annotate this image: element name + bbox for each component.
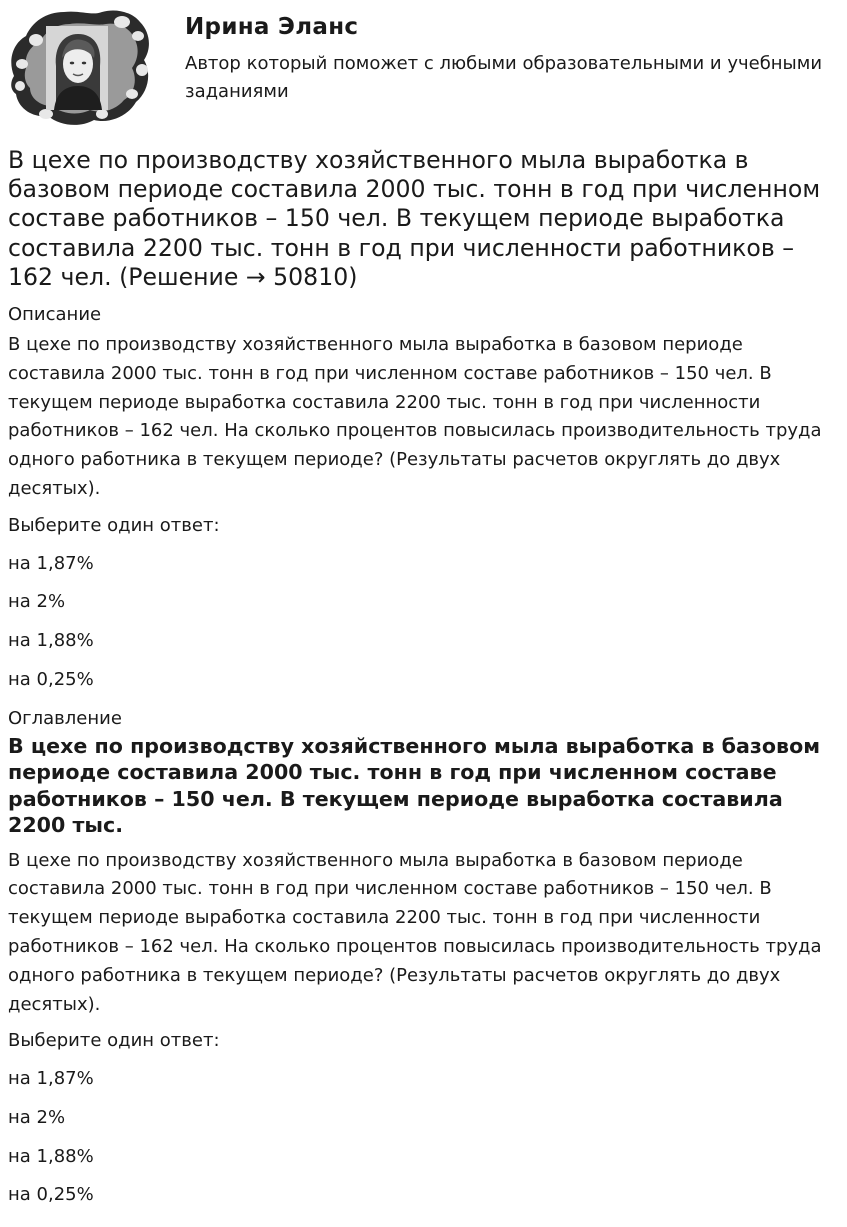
author-avatar[interactable] [6, 6, 152, 128]
toc-answer-option: на 1,87% [8, 1068, 94, 1090]
toc-answer-prompt: Выберите один ответ: [8, 1030, 220, 1052]
page-title: В цехе по производству хозяйственного мыла выработка в базовом периоде составила 2000 тыс. тонн в год при численном составе работников – 150 чел. В текущем периоде выработка составила 2200 тыс. тонн в год при численности работников – 162 чел. (Решение → 50810) [8, 146, 821, 291]
toc-title: В цехе по производству хозяйственного мыла выработка в базовом периоде составила 2000 тыс. тонн в год при численном составе работников – 150 чел. В текущем периоде выработка составила 2200 тыс. [8, 733, 821, 838]
answer-option: на 1,88% [8, 630, 94, 652]
toc-answer-option: на 0,25% [8, 1184, 94, 1206]
answer-option: на 2% [8, 591, 66, 613]
author-block [0, 0, 847, 135]
toc-answer-list [8, 1066, 842, 1208]
author-description: Автор который поможет с любыми образовательными и учебными заданиями [185, 53, 823, 102]
toc-answer-option: на 2% [8, 1107, 66, 1129]
toc-section [8, 706, 842, 1209]
description-text: В цехе по производству хозяйственного мыла выработка в базовом периоде составила 2000 тыс. тонн в год при численном составе работников – 150 чел. В текущем периоде выработка составила 2200 тыс. тонн в год при численности работников – 162 чел. На сколько процентов повысилась производительность труда одного работника в текущем периоде? (Результаты расчетов округлять до двух десятых). [8, 334, 822, 499]
toc-text: В цехе по производству хозяйственного мыла выработка в базовом периоде составила 2000 тыс. тонн в год при численном составе работников – 150 чел. В текущем периоде выработка составила 2200 тыс. тонн в год при численности работников – 162 чел. На сколько процентов повысилась производительность труда одного работника в текущем периоде? (Результаты расчетов округлять до двух десятых). [8, 849, 822, 1015]
avatar-portrait [46, 26, 108, 110]
answer-prompt: Выберите один ответ: [8, 514, 220, 536]
description-label: Описание [8, 304, 102, 326]
author-name[interactable]: Ирина Эланс [185, 14, 359, 40]
answer-list [8, 551, 842, 693]
toc-label: Оглавление [8, 707, 122, 729]
answer-option: на 1,87% [8, 552, 94, 574]
description-section [8, 302, 842, 693]
answer-option: на 0,25% [8, 668, 94, 690]
toc-answer-option: на 1,88% [8, 1145, 94, 1167]
main-content [8, 146, 842, 1221]
